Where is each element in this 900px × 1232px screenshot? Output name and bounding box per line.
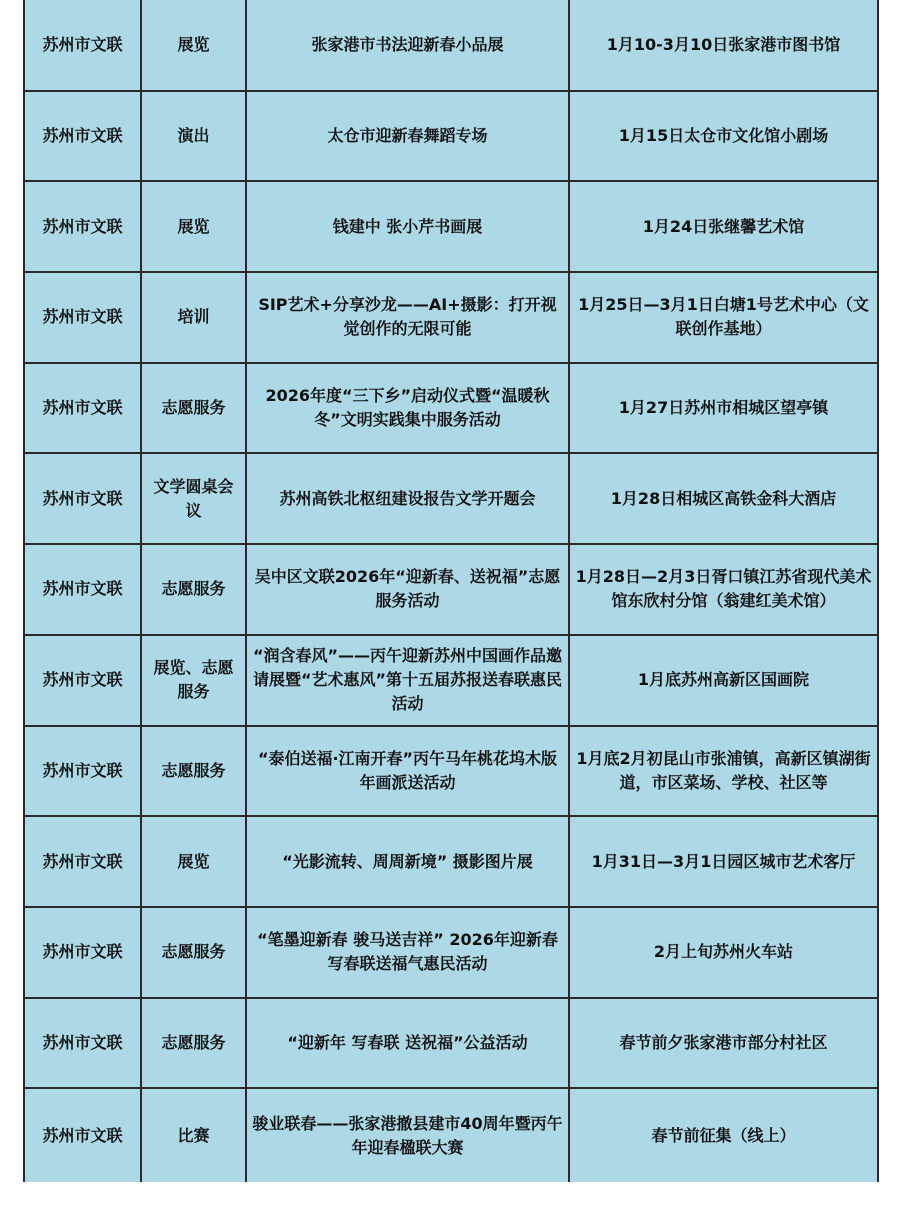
time-place-cell: 1月28日相城区高铁金科大酒店	[569, 453, 878, 544]
time-place-cell: 2月上旬苏州火车站	[569, 907, 878, 998]
org-cell: 苏州市文联	[24, 816, 141, 907]
event-name-cell: 钱建中 张小芹书画展	[246, 181, 569, 272]
org-cell: 苏州市文联	[24, 0, 141, 91]
time-place-cell: 1月底2月初昆山市张浦镇，高新区镇湖街道，市区菜场、学校、社区等	[569, 726, 878, 817]
table-row	[24, 816, 878, 907]
time-place-cell: 春节前征集（线上）	[569, 1088, 878, 1182]
event-name-cell: “笔墨迎新春 骏马送吉祥” 2026年迎新春写春联送福气惠民活动	[246, 907, 569, 998]
org-cell: 苏州市文联	[24, 91, 141, 182]
org-cell: 苏州市文联	[24, 998, 141, 1089]
org-cell: 苏州市文联	[24, 544, 141, 635]
time-place-cell: 1月25日—3月1日白塘1号艺术中心（文联创作基地）	[569, 272, 878, 363]
type-cell: 文学圆桌会议	[141, 453, 246, 544]
table-row	[24, 1088, 878, 1182]
type-cell: 志愿服务	[141, 363, 246, 454]
org-cell: 苏州市文联	[24, 272, 141, 363]
org-cell: 苏州市文联	[24, 453, 141, 544]
table-row	[24, 635, 878, 726]
table-row	[24, 726, 878, 817]
event-name-cell: 苏州高铁北枢纽建设报告文学开题会	[246, 453, 569, 544]
event-name-cell: “润含春风”——丙午迎新苏州中国画作品邀请展暨“艺术惠风”第十五届苏报送春联惠民活动	[246, 635, 569, 726]
type-cell: 志愿服务	[141, 544, 246, 635]
events-table	[23, 0, 879, 1182]
org-cell: 苏州市文联	[24, 907, 141, 998]
type-cell: 比赛	[141, 1088, 246, 1182]
table-row	[24, 907, 878, 998]
org-cell: 苏州市文联	[24, 363, 141, 454]
table-row	[24, 181, 878, 272]
table-row	[24, 91, 878, 182]
events-table-container	[23, 0, 877, 1182]
time-place-cell: 1月15日太仓市文化馆小剧场	[569, 91, 878, 182]
table-row	[24, 363, 878, 454]
time-place-cell: 春节前夕张家港市部分村社区	[569, 998, 878, 1089]
time-place-cell: 1月27日苏州市相城区望亭镇	[569, 363, 878, 454]
org-cell: 苏州市文联	[24, 1088, 141, 1182]
type-cell: 志愿服务	[141, 907, 246, 998]
event-name-cell: SIP艺术+分享沙龙——AI+摄影：打开视觉创作的无限可能	[246, 272, 569, 363]
time-place-cell: 1月底苏州高新区国画院	[569, 635, 878, 726]
event-name-cell: 2026年度“三下乡”启动仪式暨“温暖秋冬”文明实践集中服务活动	[246, 363, 569, 454]
time-place-cell: 1月28日—2月3日胥口镇江苏省现代美术馆东欣村分馆（翁建红美术馆）	[569, 544, 878, 635]
event-name-cell: “迎新年 写春联 送祝福”公益活动	[246, 998, 569, 1089]
type-cell: 志愿服务	[141, 726, 246, 817]
event-name-cell: 张家港市书法迎新春小品展	[246, 0, 569, 91]
time-place-cell: 1月24日张继馨艺术馆	[569, 181, 878, 272]
type-cell: 展览	[141, 0, 246, 91]
type-cell: 展览	[141, 816, 246, 907]
type-cell: 展览、志愿服务	[141, 635, 246, 726]
type-cell: 展览	[141, 181, 246, 272]
org-cell: 苏州市文联	[24, 726, 141, 817]
type-cell: 演出	[141, 91, 246, 182]
table-row	[24, 544, 878, 635]
type-cell: 培训	[141, 272, 246, 363]
event-name-cell: 骏业联春——张家港撤县建市40周年暨丙午年迎春楹联大赛	[246, 1088, 569, 1182]
type-cell: 志愿服务	[141, 998, 246, 1089]
event-name-cell: 太仓市迎新春舞蹈专场	[246, 91, 569, 182]
time-place-cell: 1月31日—3月1日园区城市艺术客厅	[569, 816, 878, 907]
org-cell: 苏州市文联	[24, 635, 141, 726]
table-row	[24, 453, 878, 544]
table-row	[24, 272, 878, 363]
event-name-cell: 吴中区文联2026年“迎新春、送祝福”志愿服务活动	[246, 544, 569, 635]
table-row	[24, 998, 878, 1089]
event-name-cell: “光影流转、周周新境” 摄影图片展	[246, 816, 569, 907]
time-place-cell: 1月10-3月10日张家港市图书馆	[569, 0, 878, 91]
org-cell: 苏州市文联	[24, 181, 141, 272]
event-name-cell: “泰伯送福·江南开春”丙午马年桃花坞木版年画派送活动	[246, 726, 569, 817]
table-row	[24, 0, 878, 91]
